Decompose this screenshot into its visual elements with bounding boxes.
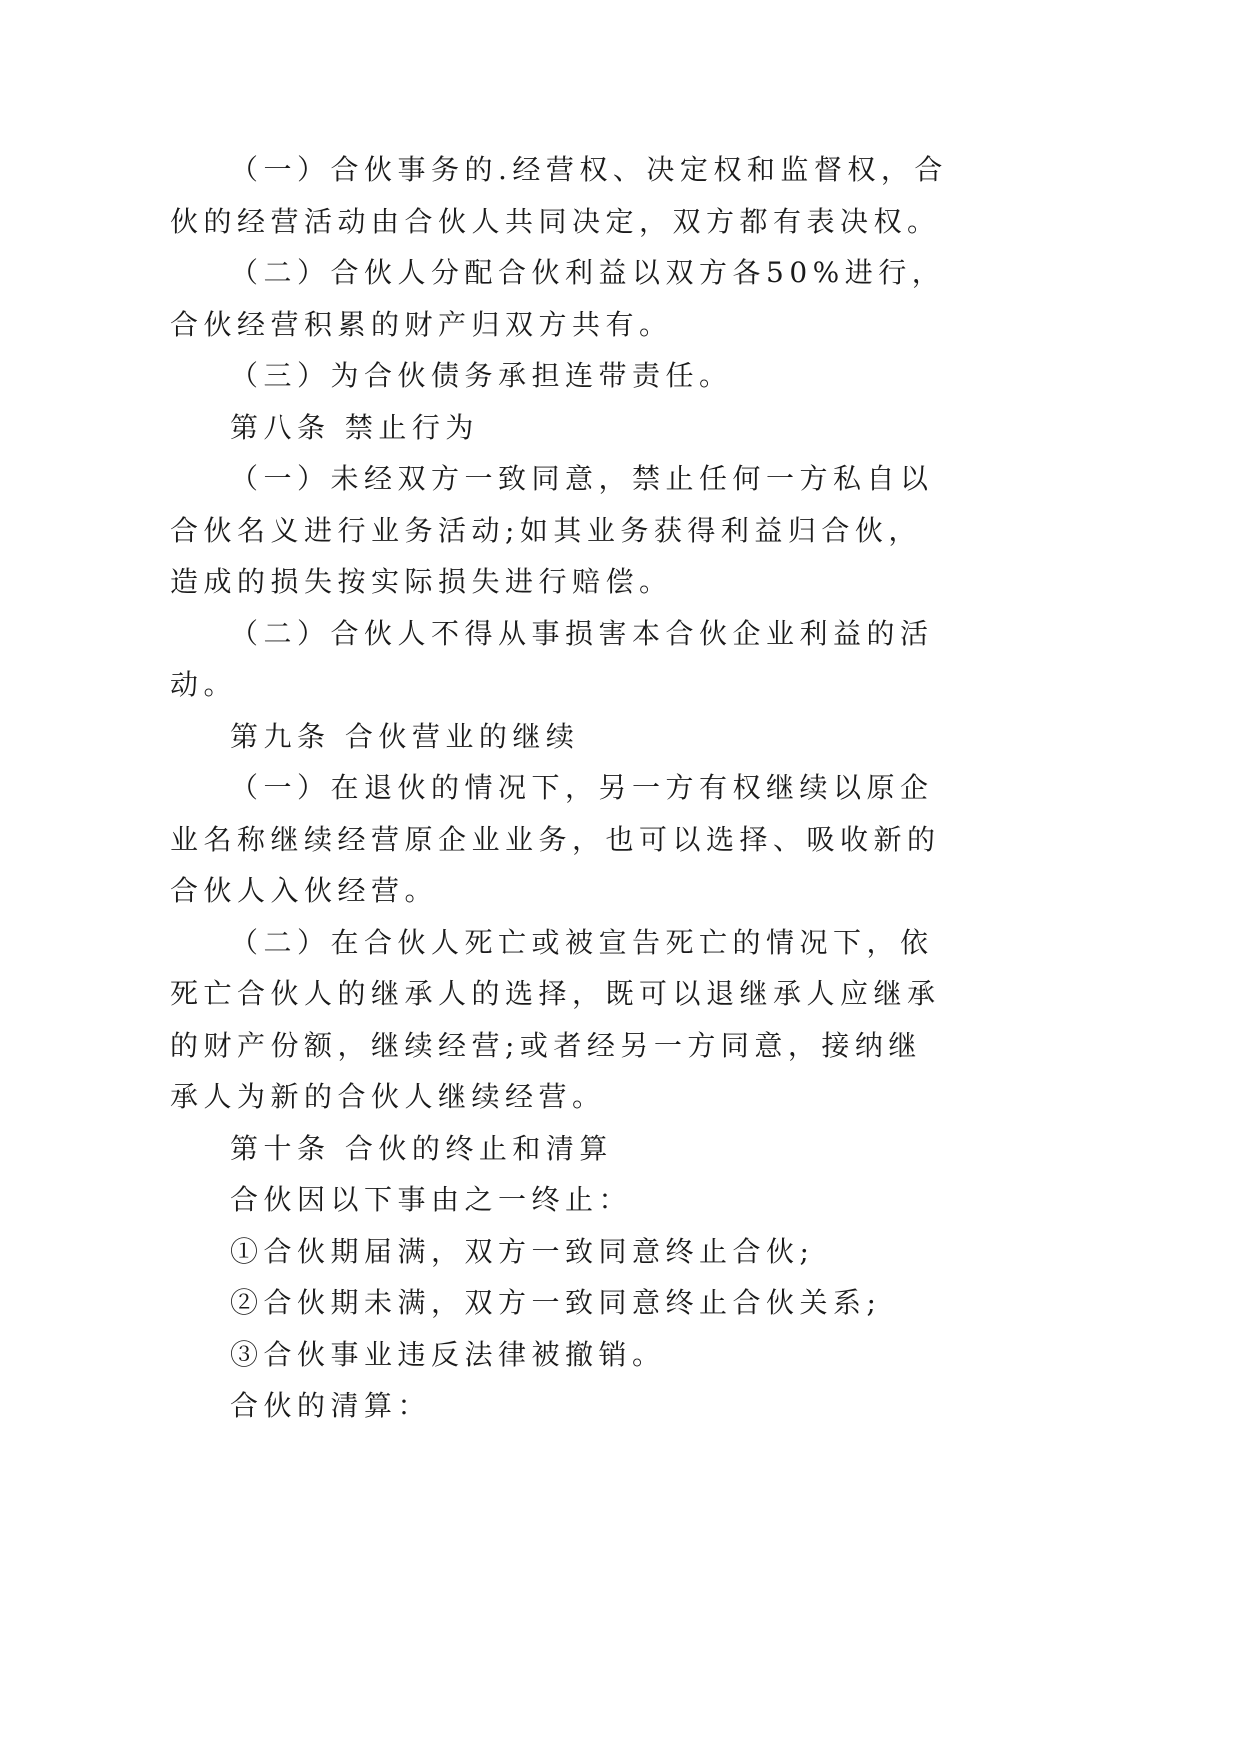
paragraph-clause-8-1: （一）未经双方一致同意，禁止任何一方私自以合伙名义进行业务活动;如其业务获得利益归合伙，造成的损失按实际损失进行赔偿。 [170, 462, 934, 598]
list-item-termination-1: ①合伙期届满，双方一致同意终止合伙; [230, 1234, 815, 1268]
list-item-termination-3: ③合伙事业违反法律被撤销。 [230, 1337, 666, 1371]
list-item-termination-2: ②合伙期未满，双方一致同意终止合伙关系; [230, 1286, 882, 1319]
paragraph-liquidation-intro: 合伙的清算： [230, 1389, 432, 1422]
paragraph-clause-7-1: （一）合伙事务的.经营权、决定权和监督权，合伙的经营活动由合伙人共同决定，双方都有表决权。 [170, 153, 948, 238]
heading-article-8: 第八条 禁止行为 [230, 410, 479, 444]
paragraph-clause-7-2: （二）合伙人分配合伙利益以双方各50%进行，合伙经营积累的财产归双方共有。 [170, 256, 946, 341]
paragraph-clause-9-1: （一）在退伙的情况下，另一方有权继续以原企业名称继续经营原企业业务，也可以选择、吸收新的合伙人入伙经营。 [170, 771, 941, 907]
paragraph-clause-9-2: （二）在合伙人死亡或被宣告死亡的情况下，依死亡合伙人的继承人的选择，既可以退继承人应继承的财产份额，继续经营;或者经另一方同意，接纳继承人为新的合伙人继续经营。 [170, 925, 941, 1113]
heading-article-10: 第十条 合伙的终止和清算 [230, 1131, 613, 1165]
paragraph-termination-intro: 合伙因以下事由之一终止： [230, 1183, 633, 1216]
paragraph-clause-8-2: （二）合伙人不得从事损害本合伙企业利益的活动。 [170, 616, 934, 701]
heading-article-9: 第九条 合伙营业的继续 [230, 719, 580, 753]
paragraph-clause-7-3: （三）为合伙债务承担连带责任。 [230, 359, 733, 392]
document-body [170, 144, 950, 1432]
